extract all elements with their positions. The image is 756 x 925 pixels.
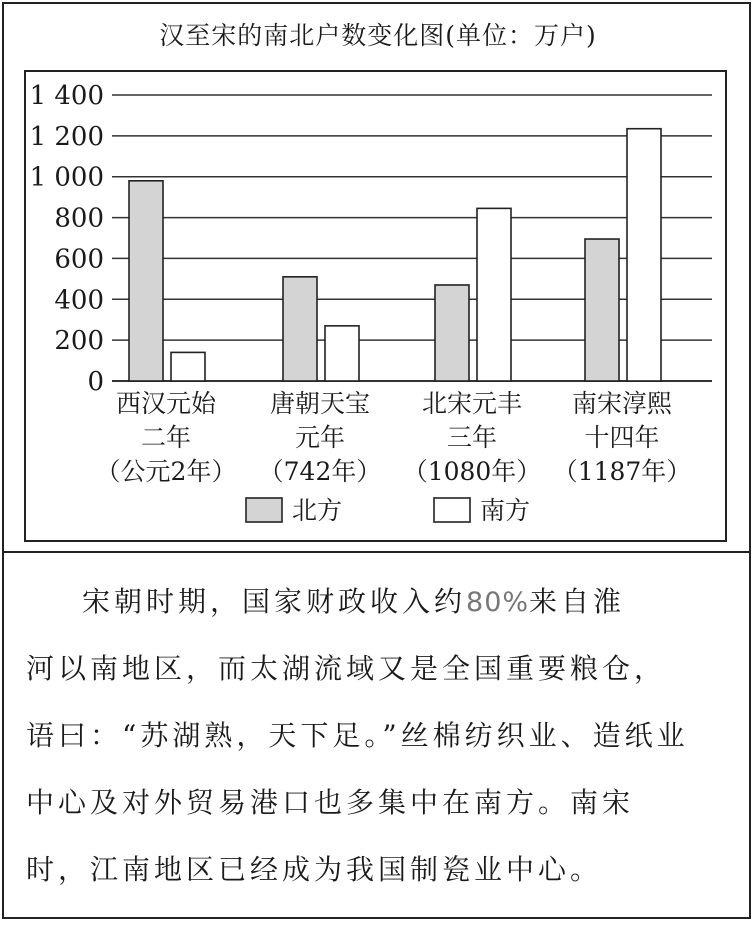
x-category-label: 十四年 bbox=[584, 423, 660, 452]
x-category-label: 三年 bbox=[446, 423, 498, 452]
paragraph-line-3: 语曰：“苏湖熟，天下足。”丝棉纺织业、造纸业 bbox=[26, 719, 689, 752]
bar-north bbox=[129, 181, 163, 381]
paragraph-text-1a: 宋朝时期，国家财政收入约 bbox=[82, 585, 467, 618]
x-category-label: 南宋淳熙 bbox=[571, 389, 673, 418]
y-tick-label: 400 bbox=[54, 285, 104, 316]
x-category-label: 西汉元始 bbox=[115, 389, 217, 418]
x-category-label: 二年 bbox=[140, 423, 192, 452]
section-divider bbox=[2, 551, 751, 553]
paragraph-line-1 bbox=[26, 580, 625, 620]
paragraph-line-4: 中心及对外贸易港口也多集中在南方。南宋 bbox=[26, 786, 635, 819]
legend-label: 南方 bbox=[480, 496, 531, 525]
paragraph-line-5: 时，江南地区已经成为我国制瓷业中心。 bbox=[26, 853, 603, 886]
bar-south bbox=[325, 326, 359, 381]
x-category-label: 唐朝天宝 bbox=[269, 389, 371, 418]
legend-swatch-south bbox=[434, 498, 470, 522]
y-tick-label: 200 bbox=[54, 326, 104, 357]
bar-north bbox=[435, 285, 469, 381]
paragraph-line-2: 河以南地区，而太湖流域又是全国重要粮仓， bbox=[26, 652, 667, 685]
y-tick-label: 1 000 bbox=[29, 162, 104, 193]
y-tick-label: 1 400 bbox=[29, 81, 104, 111]
paragraph-text-1b: 来自淮 bbox=[529, 585, 626, 618]
x-category-label: （1080年） bbox=[402, 457, 542, 486]
legend-swatch-north bbox=[246, 498, 282, 522]
x-category-label: （742年） bbox=[258, 457, 382, 486]
bar-south bbox=[171, 352, 205, 381]
x-category-label: （1187年） bbox=[552, 457, 692, 486]
bar-north bbox=[585, 239, 619, 381]
y-tick-label: 800 bbox=[54, 203, 104, 234]
bar-south bbox=[627, 129, 661, 381]
x-category-label: 元年 bbox=[294, 423, 346, 452]
y-tick-label: 600 bbox=[54, 244, 104, 275]
paragraph-number-80: 80% bbox=[466, 587, 530, 618]
bar-north bbox=[283, 277, 317, 381]
legend-label: 北方 bbox=[292, 496, 343, 525]
y-tick-label: 0 bbox=[87, 367, 104, 397]
chart-title: 汉至宋的南北户数变化图(单位：万户) bbox=[159, 21, 597, 50]
bar-south bbox=[477, 208, 511, 381]
x-category-label: （公元2年） bbox=[95, 457, 237, 486]
y-tick-label: 1 200 bbox=[29, 121, 104, 152]
x-category-label: 北宋元丰 bbox=[421, 389, 523, 418]
